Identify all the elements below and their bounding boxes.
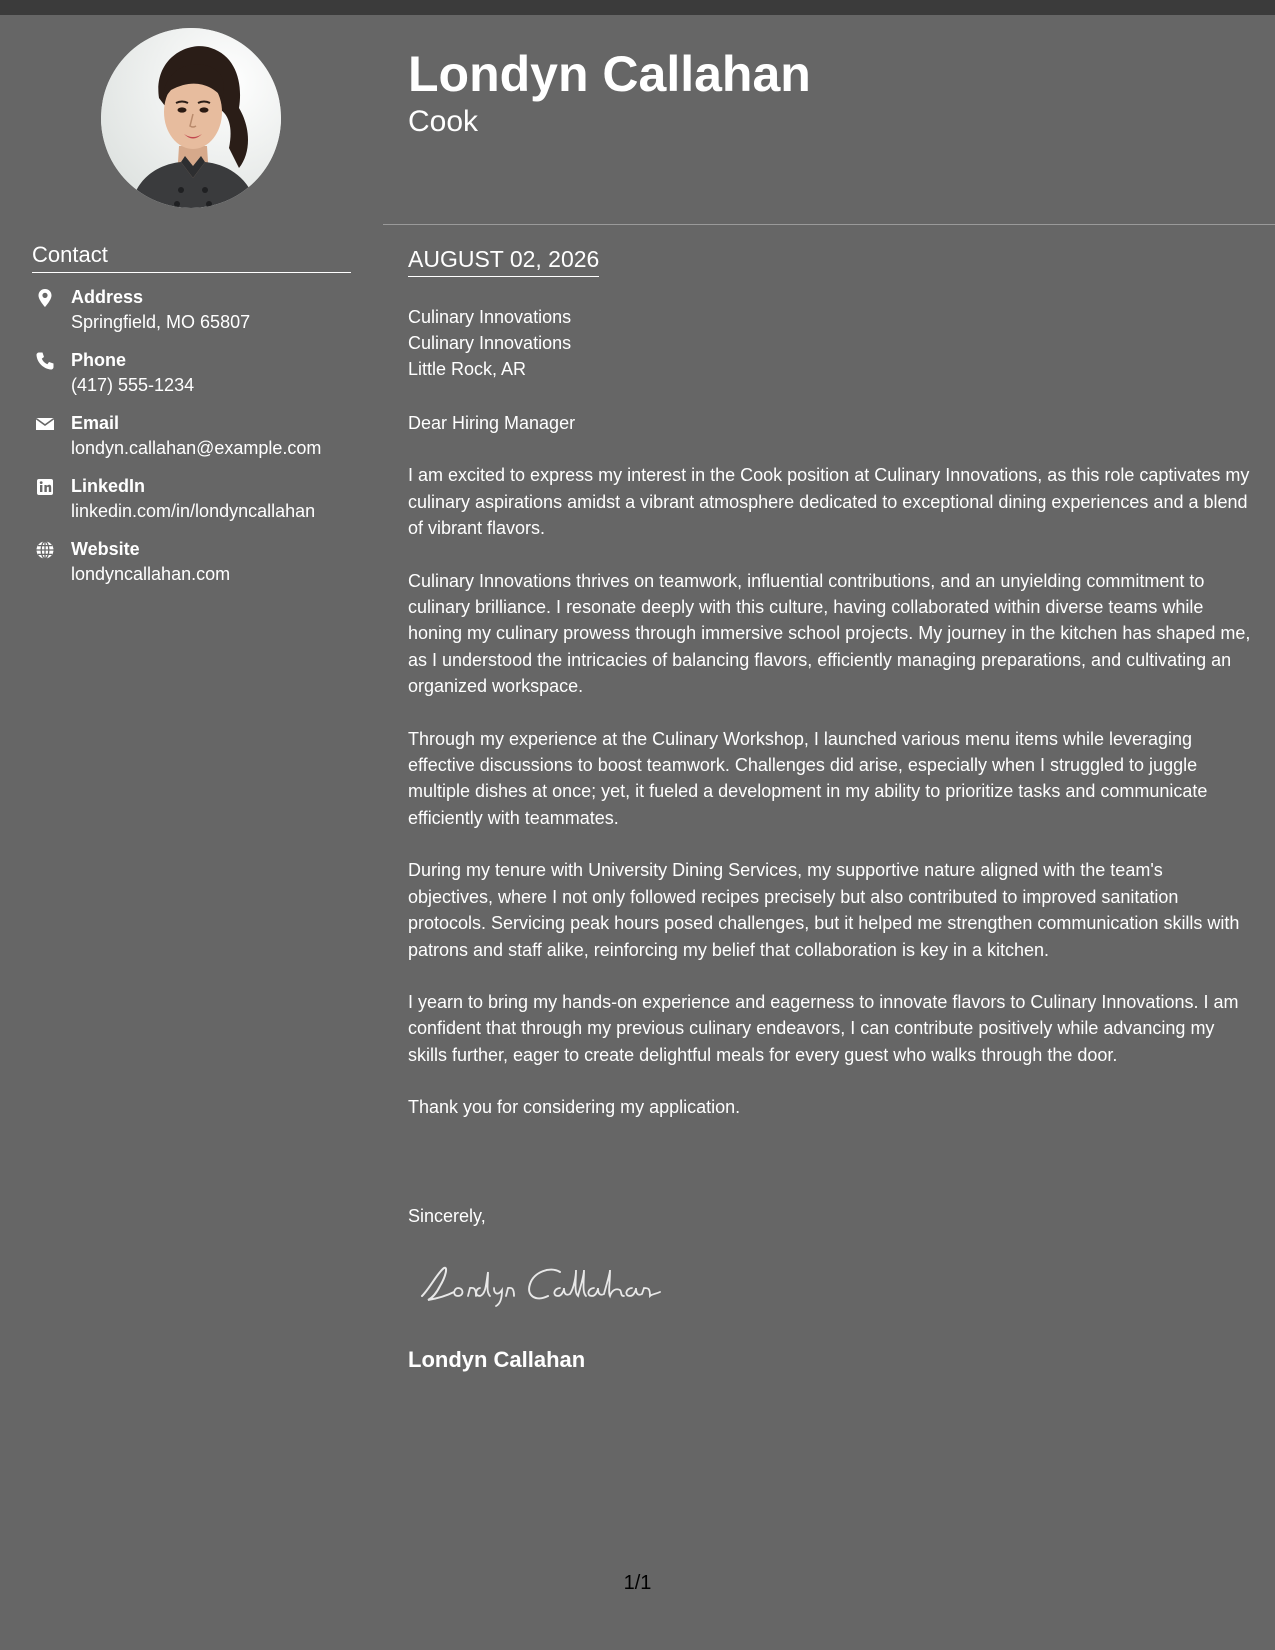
- recipient-line: Culinary Innovations: [408, 333, 572, 353]
- address-value: Springfield, MO 65807: [71, 312, 251, 332]
- body-paragraph: Through my experience at the Culinary Workshop, I launched various menu items while leveraging effective discussions to boost teamwork. Challenges did arise, especially when I struggled to juggle multiple dishes at once; yet, it fueled a development in my ability to prioritize tasks and communicate efficiently with teammates.: [408, 728, 1208, 828]
- recipient-block: [408, 304, 571, 382]
- contact-item-linkedin: [32, 476, 362, 539]
- contact-item-website: [32, 539, 362, 602]
- contact-heading: Contact: [32, 240, 351, 273]
- contact-item-address: [32, 287, 362, 350]
- contact-label: Phone: [71, 350, 127, 370]
- page-number: 1/1: [623, 1572, 652, 1594]
- phone-value: (417) 555-1234: [71, 375, 195, 395]
- phone-icon: [35, 351, 55, 371]
- envelope-icon: [35, 414, 55, 434]
- applicant-name: Londyn Callahan: [408, 46, 811, 102]
- body-paragraph: Culinary Innovations thrives on teamwork, influential contributions, and an unyielding commitment to culinary brilliance. I resonate deeply with this culture, having collaborated within diverse teams while honing my culinary prowess through immersive school projects. My journey in the kitchen has shaped me, as I understood the intricacies of balancing flavors, efficiently managing preparations, and cultivating an organized workspace.: [408, 570, 1251, 697]
- contact-label: Email: [71, 413, 120, 433]
- header-divider: [383, 224, 1275, 225]
- body-paragraph: During my tenure with University Dining Services, my supportive nature aligned with the team's objectives, where I not only followed recipes precisely but also contributed to improved sanitation protocols. Servicing peak hours posed challenges, but it helped me strengthen communication skills with patrons and staff alike, reinforcing my belief that collaboration is key in a kitchen.: [408, 860, 1240, 960]
- job-title: Cook: [408, 105, 479, 138]
- handwritten-signature: [410, 1258, 680, 1308]
- closing: Sincerely,: [408, 1206, 486, 1226]
- globe-icon: [35, 540, 55, 560]
- body-paragraph: I am excited to express my interest in the Cook position at Culinary Innovations, as this role captivates my culinary aspirations amidst a vibrant atmosphere dedicated to exceptional dining experiences and a blend of vibrant flavors.: [408, 465, 1250, 539]
- body-paragraph: I yearn to bring my hands-on experience and eagerness to innovate flavors to Culinary Innovations. I am confident that through my previous culinary endeavors, I can contribute positively while advancing my skills further, eager to create delightful meals for every guest who walks through the door.: [408, 991, 1239, 1065]
- contact-label: Website: [71, 539, 140, 559]
- contact-label: LinkedIn: [71, 476, 146, 496]
- body-paragraph: Thank you for considering my application.: [408, 1097, 741, 1118]
- linkedin-value[interactable]: linkedin.com/in/londyncallahan: [71, 501, 316, 521]
- website-value[interactable]: londyncallahan.com: [71, 564, 231, 584]
- email-value[interactable]: londyn.callahan@example.com: [71, 438, 322, 458]
- portrait-image: [101, 28, 281, 208]
- recipient-line: Culinary Innovations: [408, 307, 572, 327]
- letter-body: [408, 410, 1252, 1147]
- contact-list: [32, 287, 362, 602]
- linkedin-icon: [35, 477, 55, 497]
- location-pin-icon: [35, 288, 55, 308]
- salutation: Dear Hiring Manager: [408, 413, 576, 433]
- avatar: [101, 28, 281, 208]
- contact-item-phone: [32, 350, 362, 413]
- top-strip: [0, 0, 1275, 15]
- contact-label: Address: [71, 287, 144, 307]
- letter-date: AUGUST 02, 2026: [408, 245, 599, 277]
- signer-name: Londyn Callahan: [408, 1347, 586, 1372]
- recipient-line: Little Rock, AR: [408, 359, 527, 379]
- contact-item-email: [32, 413, 362, 476]
